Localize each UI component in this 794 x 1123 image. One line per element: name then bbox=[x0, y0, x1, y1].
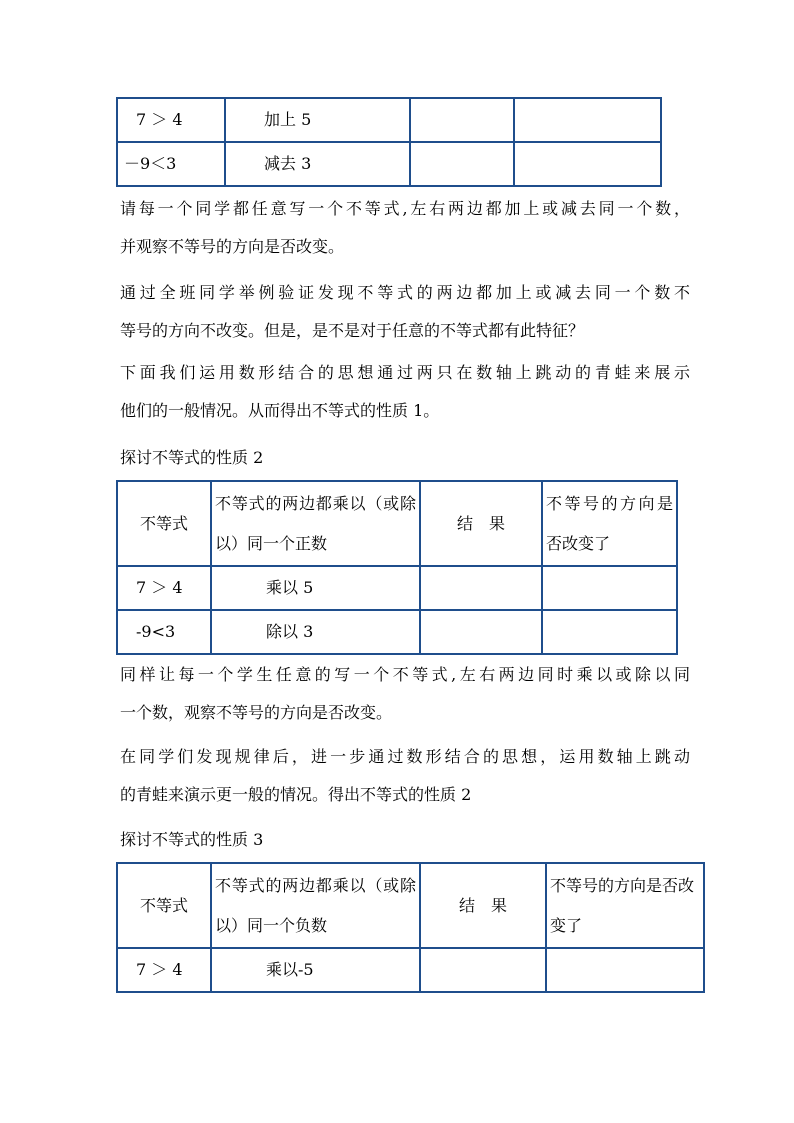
table-row bbox=[117, 863, 704, 948]
table-cell bbox=[514, 98, 661, 142]
table-header-cell: 不等号的方向是否改变了 bbox=[542, 481, 677, 566]
table-header-cell: 结 果 bbox=[420, 481, 542, 566]
table-header-cell: 不等式的两边都乘以（或除以）同一个正数 bbox=[211, 481, 420, 566]
table-cell: 加上 5 bbox=[225, 98, 410, 142]
table-row bbox=[117, 948, 704, 992]
section-heading: 探讨不等式的性质 3 bbox=[120, 830, 264, 849]
paragraph-line: 通过全班同学举例验证发现不等式的两边都加上或减去同一个数不 bbox=[120, 283, 690, 302]
table-header-cell: 不等式 bbox=[117, 481, 211, 566]
paragraph-line: 的青蛙来演示更一般的情况。得出不等式的性质 2 bbox=[120, 785, 472, 804]
table-row bbox=[117, 566, 677, 610]
table-cell: 乘以 5 bbox=[211, 566, 420, 610]
table-cell bbox=[420, 948, 546, 992]
paragraph-line: 下面我们运用数形结合的思想通过两只在数轴上跳动的青蛙来展示 bbox=[120, 363, 690, 382]
paragraph-line: 在同学们发现规律后，进一步通过数形结合的思想，运用数轴上跳动 bbox=[120, 747, 690, 766]
table-row bbox=[117, 481, 677, 566]
table-header-cell: 结 果 bbox=[420, 863, 546, 948]
paragraph-line: 他们的一般情况。从而得出不等式的性质 1。 bbox=[120, 401, 440, 420]
table-row bbox=[117, 610, 677, 654]
table-2 bbox=[116, 480, 678, 655]
paragraph-line: 并观察不等号的方向是否改变。 bbox=[120, 237, 345, 256]
table-cell bbox=[546, 948, 704, 992]
table-row bbox=[117, 142, 661, 186]
table-cell: 乘以-5 bbox=[211, 948, 420, 992]
table-cell bbox=[542, 610, 677, 654]
table-cell bbox=[542, 566, 677, 610]
table-header-cell: 不等式的两边都乘以（或除以）同一个负数 bbox=[211, 863, 420, 948]
table-cell: 7 ＞ 4 bbox=[117, 566, 211, 610]
paragraph-4 bbox=[120, 656, 690, 732]
table-cell bbox=[420, 610, 542, 654]
table-cell: 减去 3 bbox=[225, 142, 410, 186]
table-3 bbox=[116, 862, 705, 993]
table-cell bbox=[410, 98, 514, 142]
table-cell bbox=[410, 142, 514, 186]
paragraph-line: 同样让每一个学生任意的写一个不等式,左右两边同时乘以或除以同 bbox=[120, 665, 690, 684]
table-1 bbox=[116, 97, 662, 187]
table-cell: －9＜3 bbox=[117, 142, 225, 186]
paragraph-line: 请每一个同学都任意写一个不等式,左右两边都加上或减去同一个数， bbox=[120, 199, 690, 218]
table-cell: 除以 3 bbox=[211, 610, 420, 654]
table-cell: 7 ＞ 4 bbox=[117, 98, 225, 142]
paragraph-1 bbox=[120, 190, 690, 266]
table-header-cell: 不等式 bbox=[117, 863, 211, 948]
table-cell: 7 ＞ 4 bbox=[117, 948, 211, 992]
paragraph-5 bbox=[120, 738, 690, 814]
table-cell bbox=[514, 142, 661, 186]
table-cell: -9<3 bbox=[117, 610, 211, 654]
section-heading: 探讨不等式的性质 2 bbox=[120, 448, 264, 467]
table-cell bbox=[420, 566, 542, 610]
table-row bbox=[117, 98, 661, 142]
paragraph-3 bbox=[120, 354, 690, 430]
table-header-cell: 不等号的方向是否改变了 bbox=[546, 863, 704, 948]
paragraph-2 bbox=[120, 274, 690, 350]
paragraph-line: 一个数，观察不等号的方向是否改变。 bbox=[120, 703, 393, 722]
paragraph-line: 等号的方向不改变。但是，是不是对于任意的不等式都有此特征？ bbox=[120, 321, 585, 340]
